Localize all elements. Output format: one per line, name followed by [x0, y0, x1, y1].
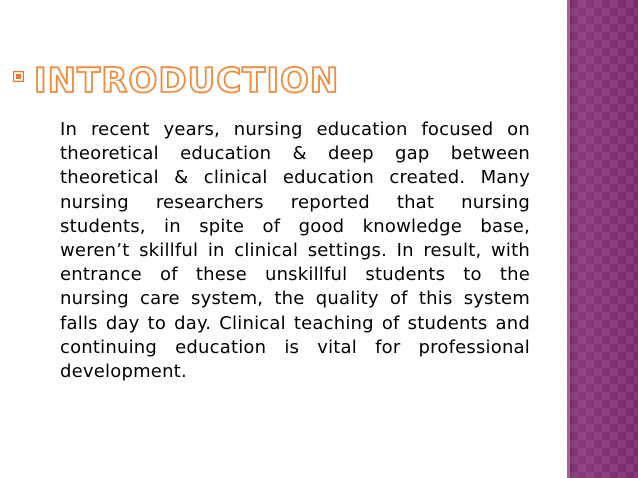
- slide-title: INTRODUCTION: [34, 61, 340, 101]
- square-bullet-icon: [13, 71, 24, 82]
- slide-body-text: In recent years, nursing education focused on theoretical education & deep gap between theoretical & clinical education created. Many nursing researchers reported that nursing students, in spite of good knowledge base, weren’t skillful in clinical settings. In result, with entrance of these unskillful students to the nursing care system, the quality of this system falls day to day. Clinical teaching of students and continuing education is vital for professional development.: [60, 119, 530, 383]
- decorative-side-panel: [567, 0, 638, 478]
